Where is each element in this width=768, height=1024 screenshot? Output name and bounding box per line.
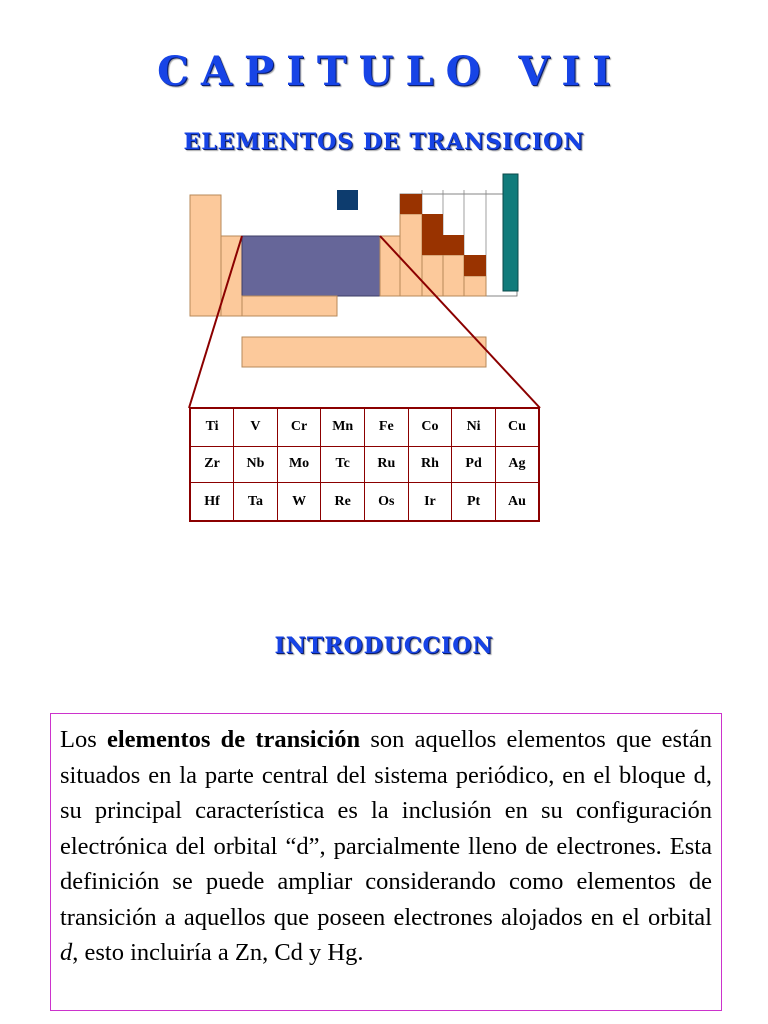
intro-text: , esto incluiría a Zn, Cd y Hg. — [72, 939, 364, 966]
element-cell: Ir — [408, 483, 452, 521]
element-cell: Fe — [365, 408, 409, 446]
introduction-box — [50, 713, 722, 1011]
d-block-lower-row — [242, 296, 337, 316]
element-cell: Ru — [365, 446, 409, 483]
transition-elements-table — [189, 407, 540, 522]
element-cell: Re — [321, 483, 365, 521]
element-cell: Rh — [408, 446, 452, 483]
element-cell: Co — [408, 408, 452, 446]
element-cell: Hf — [190, 483, 234, 521]
element-cell: Zr — [190, 446, 234, 483]
f-block — [242, 337, 486, 367]
metalloid-cell — [400, 194, 422, 214]
element-cell: Nb — [234, 446, 278, 483]
element-cell: Au — [495, 483, 539, 521]
d-block — [242, 236, 380, 296]
element-cell: Ta — [234, 483, 278, 521]
subtitle: ELEMENTOS DE TRANSICION — [183, 129, 585, 155]
element-cell: W — [277, 483, 321, 521]
element-cell: Pt — [452, 483, 496, 521]
s-block-group1 — [190, 195, 221, 316]
element-cell: Os — [365, 483, 409, 521]
metalloid-cell — [443, 235, 464, 255]
element-cell: Mn — [321, 408, 365, 446]
element-cell: Ag — [495, 446, 539, 483]
element-cell: V — [234, 408, 278, 446]
hydrogen-marker — [337, 190, 358, 210]
element-cell: Cu — [495, 408, 539, 446]
element-cell: Tc — [321, 446, 365, 483]
introduction-heading: INTRODUCCION — [274, 633, 494, 659]
element-row — [190, 446, 539, 483]
element-cell: Ti — [190, 408, 234, 446]
element-cell: Cr — [277, 408, 321, 446]
intro-text: son aquellos elementos que están situados en la parte central del sistema periódico, en el bloque d, su principal característica es la inclusión en su configuración electrónica del orbital “d”, parcialmente lleno de electrones. Esta definición se puede ampliar considerando como elementos de transición a aquellos que poseen electrones alojados en el orbital — [60, 726, 713, 931]
intro-bold-term: elementos de transición — [106, 726, 361, 753]
chapter-title: CAPITULO VII — [157, 48, 623, 95]
intro-italic-term: d — [60, 939, 73, 966]
introduction-paragraph — [60, 722, 712, 971]
element-cell: Ni — [452, 408, 496, 446]
noble-gas-column — [503, 174, 518, 291]
element-row — [190, 408, 539, 446]
element-cell: Pd — [452, 446, 496, 483]
metalloid-cell — [464, 255, 486, 276]
metalloid-cell — [422, 214, 443, 255]
element-row — [190, 483, 539, 521]
element-cell: Mo — [277, 446, 321, 483]
intro-text: Los — [60, 726, 107, 753]
